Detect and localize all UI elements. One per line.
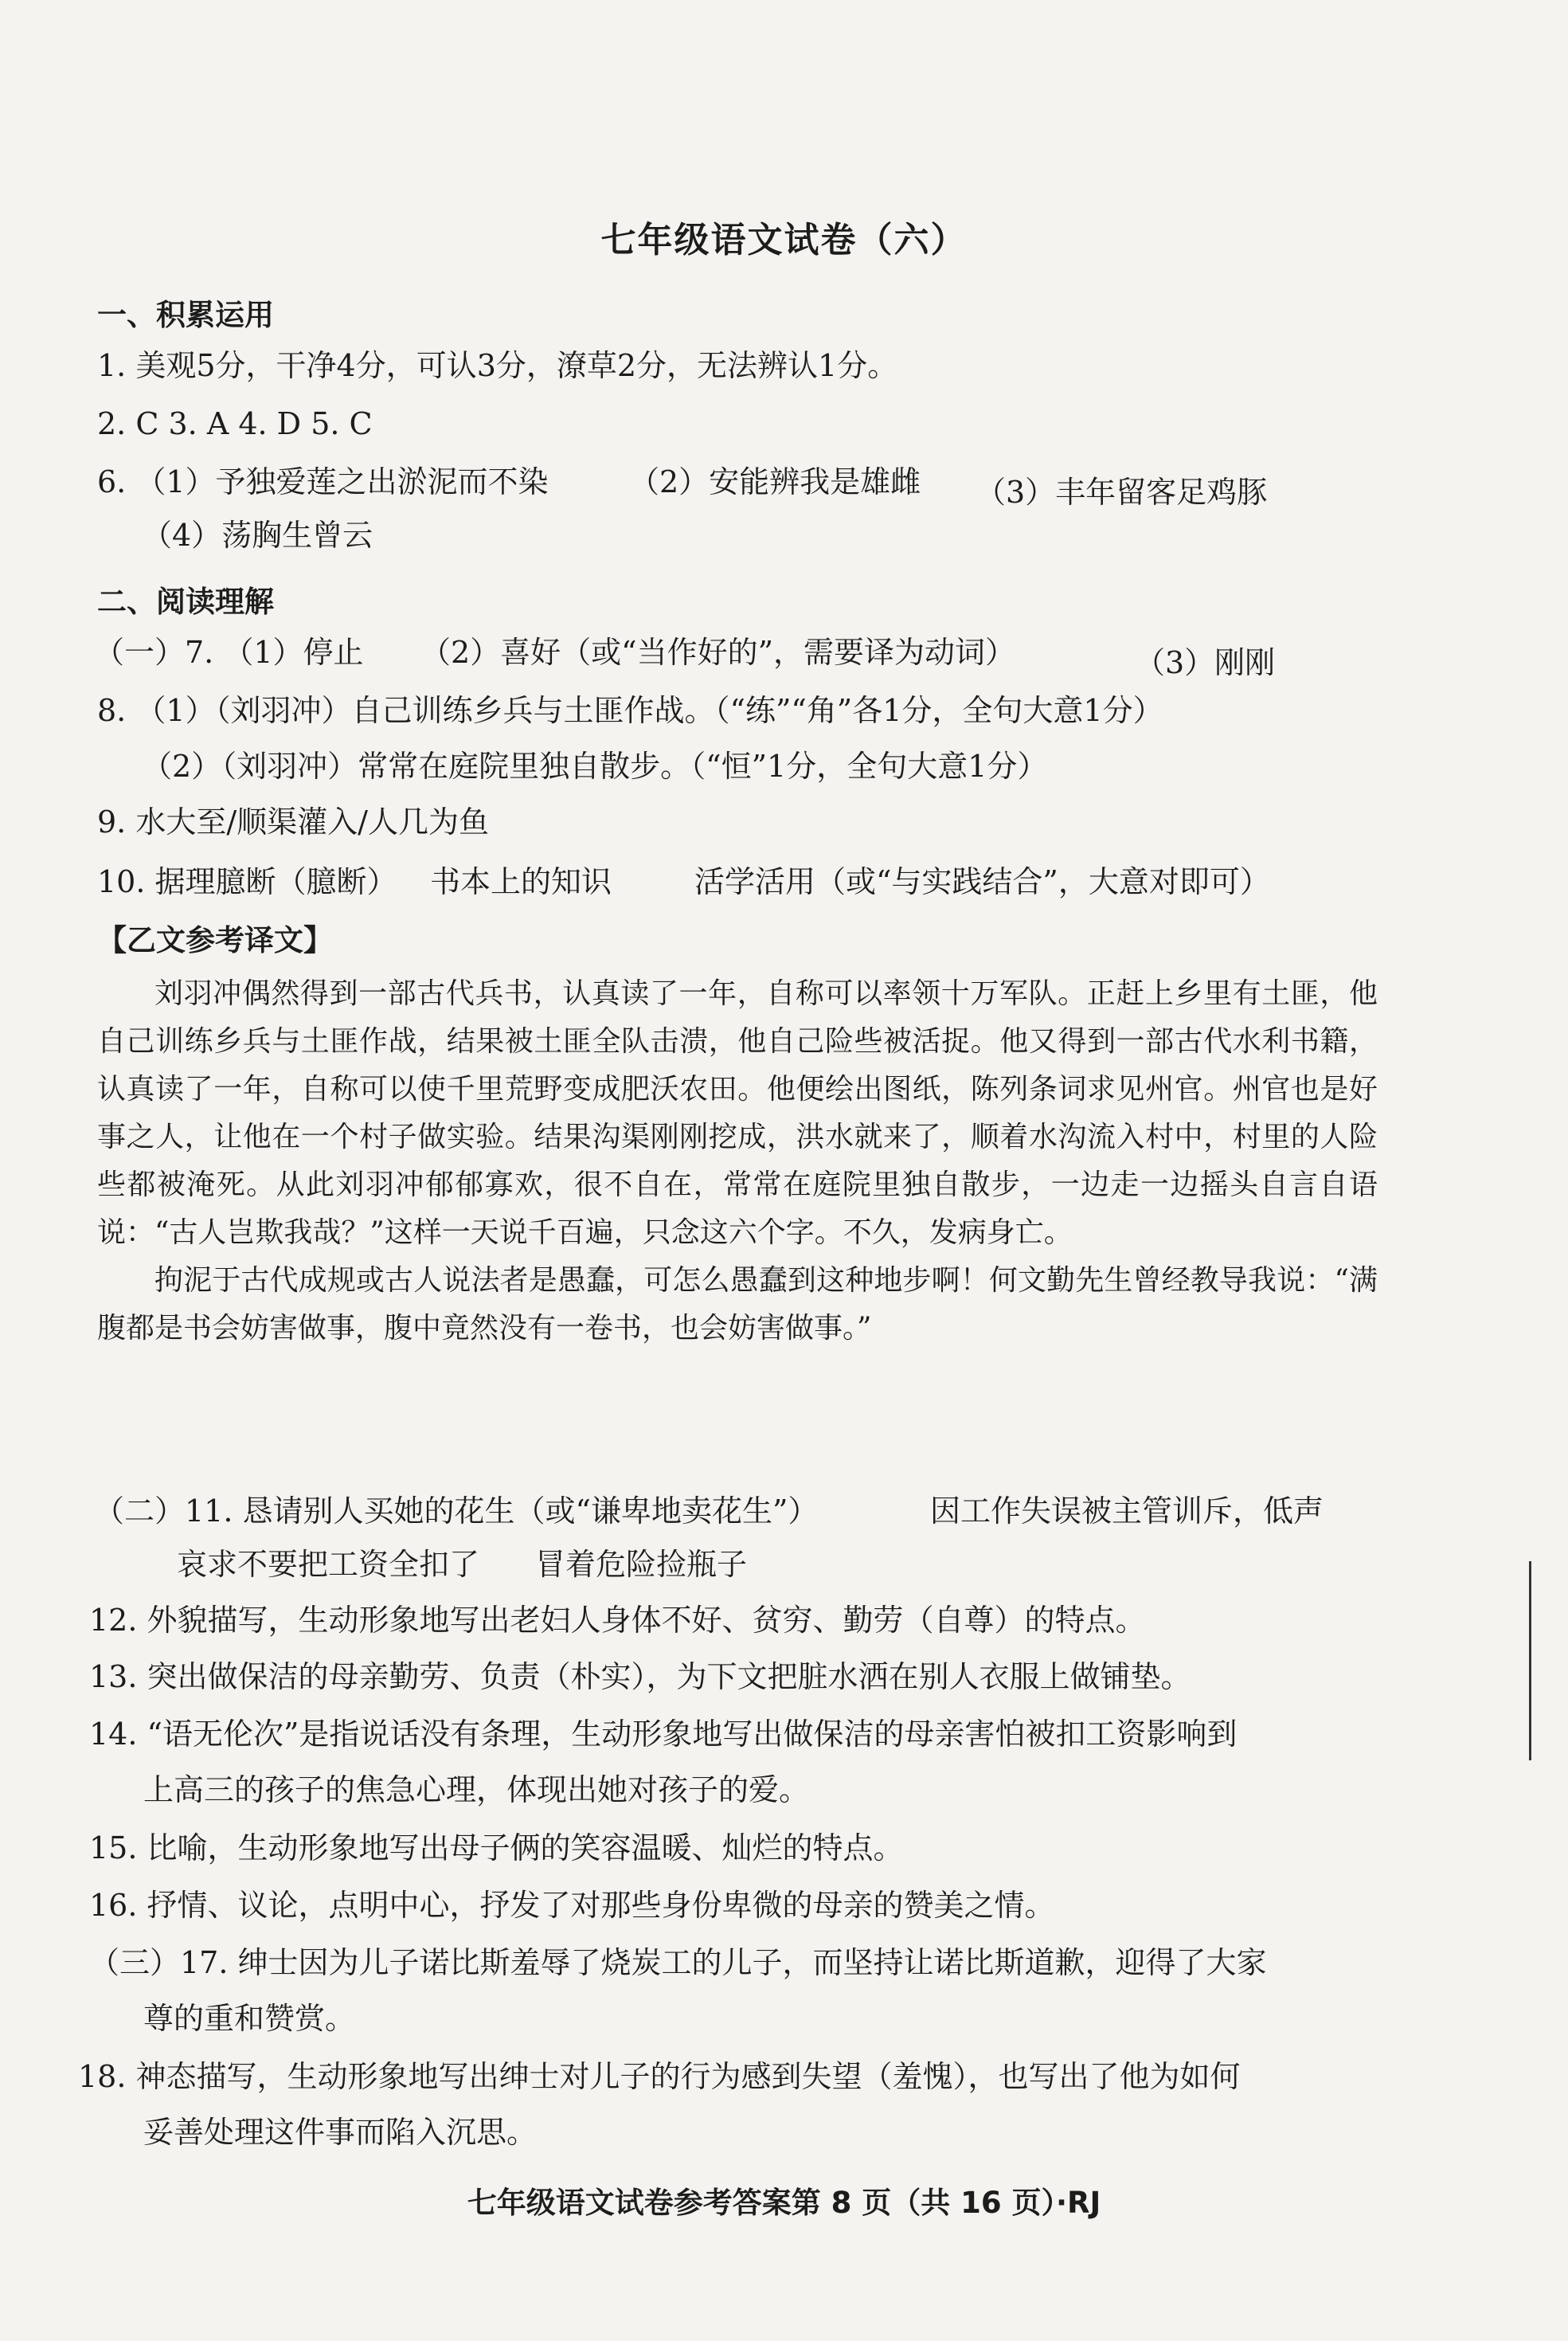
answer-q13: 13. 突出做保洁的母亲勤劳、负责（朴实），为下文把脏水洒在别人衣服上做铺垫。 — [89, 1659, 1191, 1694]
answer-q11-part3: 哀求不要把工资全扣了 — [177, 1547, 480, 1582]
answer-q2-5: 2. C 3. A 4. D 5. C — [97, 406, 373, 441]
answer-q14-line2: 上高三的孩子的焦急心理，体现出她对孩子的爱。 — [143, 1772, 810, 1807]
page-footer: 七年级语文试卷参考答案第 8 页（共 16 页）·RJ — [467, 2186, 1101, 2220]
answer-q6-part2: （2）安能辨我是雄雌 — [629, 464, 921, 499]
answer-q6-part4: （4）荡胸生曾云 — [142, 518, 373, 553]
answer-q8-part2: （2）（刘羽冲）常常在庭院里独自散步。（“恒”1分，全句大意1分） — [142, 749, 1048, 784]
answer-q17-line1: （三）17. 绅士因为儿子诺比斯羞辱了烧炭工的儿子，而坚持让诺比斯道歉，迎得了大家 — [89, 1945, 1267, 1980]
translation-paragraph-2: 拘泥于古代成规或古人说法者是愚蠢，可怎么愚蠢到这种地步啊！何文勤先生曾经教导我说：“满腹都是书会妨害做事，腹中竟然没有一卷书，也会妨害做事。” — [97, 1264, 1378, 1345]
answer-q10-part1: 10. 据理臆断（臆断） — [97, 864, 397, 899]
translation-heading: 【乙文参考译文】 — [97, 923, 333, 957]
section-heading-accumulation: 一、积累运用 — [97, 298, 274, 332]
translation-paragraph-1: 刘羽冲偶然得到一部古代兵书，认真读了一年，自称可以率领十万军队。正赶上乡里有土匪，他自己训练乡兵与土匪作战，结果被土匪全队击溃，他自己险些被活捉。他又得到一部古代水利书籍，认真读了一年，自称可以使千里荒野变成肥沃农田。他便绘出图纸，陈列条词求见州官。州官也是好事之人，让他在一个村子做实验。结果沟渠刚刚挖成，洪水就来了，顺着水沟流入村中，村里的人险些都被淹死。从此刘羽冲郁郁寡欢，很不自在，常常在庭院里独自散步，一边走一边摇头自言自语说：“古人岂欺我哉？”这样一天说千百遍，只念这六个字。不久，发病身亡。 — [97, 977, 1378, 1249]
answer-q11-part2: 因工作失误被主管训斥，低声 — [930, 1493, 1324, 1529]
answer-q18-line1: 18. 神态描写，生动形象地写出绅士对儿子的行为感到失望（羞愧），也写出了他为如何 — [78, 2059, 1241, 2094]
page-title: 七年级语文试卷（六） — [600, 220, 968, 260]
answer-q17-line2: 尊的重和赞赏。 — [143, 2001, 356, 2036]
answer-q18-line2: 妥善处理这件事而陷入沉思。 — [143, 2115, 538, 2150]
answer-q16: 16. 抒情、议论，点明中心，抒发了对那些身份卑微的母亲的赞美之情。 — [89, 1888, 1055, 1923]
answer-q10-part2: 书本上的知识 — [430, 864, 612, 899]
scan-edge-mark — [1529, 1561, 1531, 1760]
answer-q14-line1: 14. “语无伦次”是指说话没有条理，生动形象地写出做保洁的母亲害怕被扣工资影响到 — [89, 1717, 1238, 1752]
answer-q10-part3: 活学活用（或“与实践结合”，大意对即可） — [694, 864, 1270, 899]
answer-q7-part1: （一）7. （1）停止 — [94, 635, 364, 670]
answer-q7-part2: （2）喜好（或“当作好的”，需要译为动词） — [420, 635, 1016, 670]
answer-q7-part3: （3）刚刚 — [1135, 645, 1276, 680]
answer-q1: 1. 美观5分，干净4分，可认3分，潦草2分，无法辨认1分。 — [97, 348, 898, 383]
section-heading-reading: 二、阅读理解 — [97, 585, 274, 619]
answer-q8-part1: 8. （1）（刘羽冲）自己训练乡兵与土匪作战。（“练”“角”各1分，全句大意1分） — [97, 693, 1163, 728]
answer-q15: 15. 比喻，生动形象地写出母子俩的笑容温暖、灿烂的特点。 — [89, 1830, 904, 1865]
answer-q9: 9. 水大至/顺渠灌入/人几为鱼 — [97, 804, 489, 840]
answer-q12: 12. 外貌描写，生动形象地写出老妇人身体不好、贫穷、勤劳（自尊）的特点。 — [89, 1603, 1146, 1638]
translation-text — [97, 970, 1378, 1353]
answer-q6-part3: （3）丰年留客足鸡豚 — [976, 475, 1268, 510]
answer-q11-part4: 冒着危险捡瓶子 — [535, 1547, 748, 1582]
answer-q11-part1: （二）11. 恳请别人买她的花生（或“谦卑地卖花生”） — [94, 1493, 819, 1529]
answer-q6-part1: 6. （1）予独爱莲之出淤泥而不染 — [97, 464, 549, 499]
